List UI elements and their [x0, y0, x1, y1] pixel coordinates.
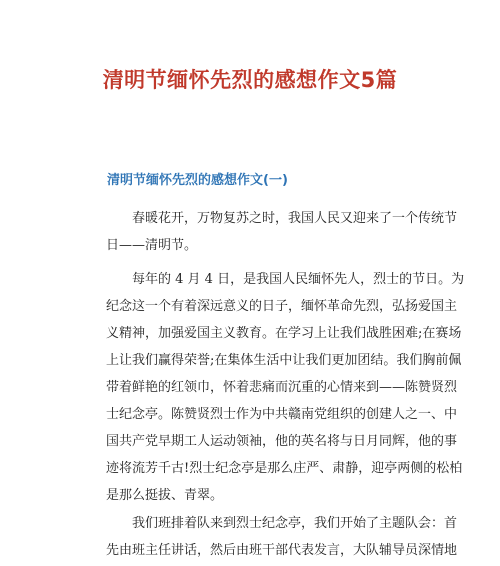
- paragraph-line: 义精神，加强爱国主义教育。在学习上让我们战胜困难;在赛场: [106, 326, 462, 341]
- paragraph-1: [106, 205, 458, 259]
- paragraph-3: [106, 510, 458, 564]
- paragraph-line: 日——清明节。: [106, 238, 198, 253]
- paragraph-2: [106, 266, 465, 509]
- paragraph-line: 迹将流芳千古!烈士纪念亭是那么庄严、肃静，迎亭两侧的松柏: [106, 461, 463, 476]
- document-title: 清明节缅怀先烈的感想作文5篇: [102, 68, 398, 92]
- section-heading: 清明节缅怀先烈的感想作文(一): [107, 173, 288, 188]
- paragraph-line: 先由班主任讲话，然后由班干部代表发言，大队辅导员深情地: [106, 543, 458, 558]
- paragraph-line: 士纪念亭。陈赞贤烈士作为中共赣南党组织的创建人之一、中: [106, 407, 458, 422]
- paragraph-line: 春暖花开，万物复苏之时，我国人民又迎来了一个传统节: [106, 211, 458, 226]
- paragraph-line: 每年的 4 月 4 日，是我国人民缅怀先人，烈士的节日。为: [106, 272, 465, 287]
- paragraph-line: 我们班排着队来到烈士纪念亭，我们开始了主题队会：首: [106, 516, 458, 531]
- paragraph-line: 纪念这一个有着深远意义的日子，缅怀革命先烈，弘扬爱国主: [106, 299, 458, 314]
- paragraph-line: 带着鲜艳的红领巾，怀着悲痛而沉重的心情来到——陈赞贤烈: [106, 380, 458, 395]
- paragraph-line: 上让我们赢得荣誉;在集体生活中让我们更加团结。我们胸前佩: [106, 353, 462, 368]
- paragraph-line: 是那么挺拔、青翠。: [106, 488, 224, 503]
- paragraph-line: 国共产党早期工人运动领袖，他的英名将与日月同辉，他的事: [106, 434, 458, 449]
